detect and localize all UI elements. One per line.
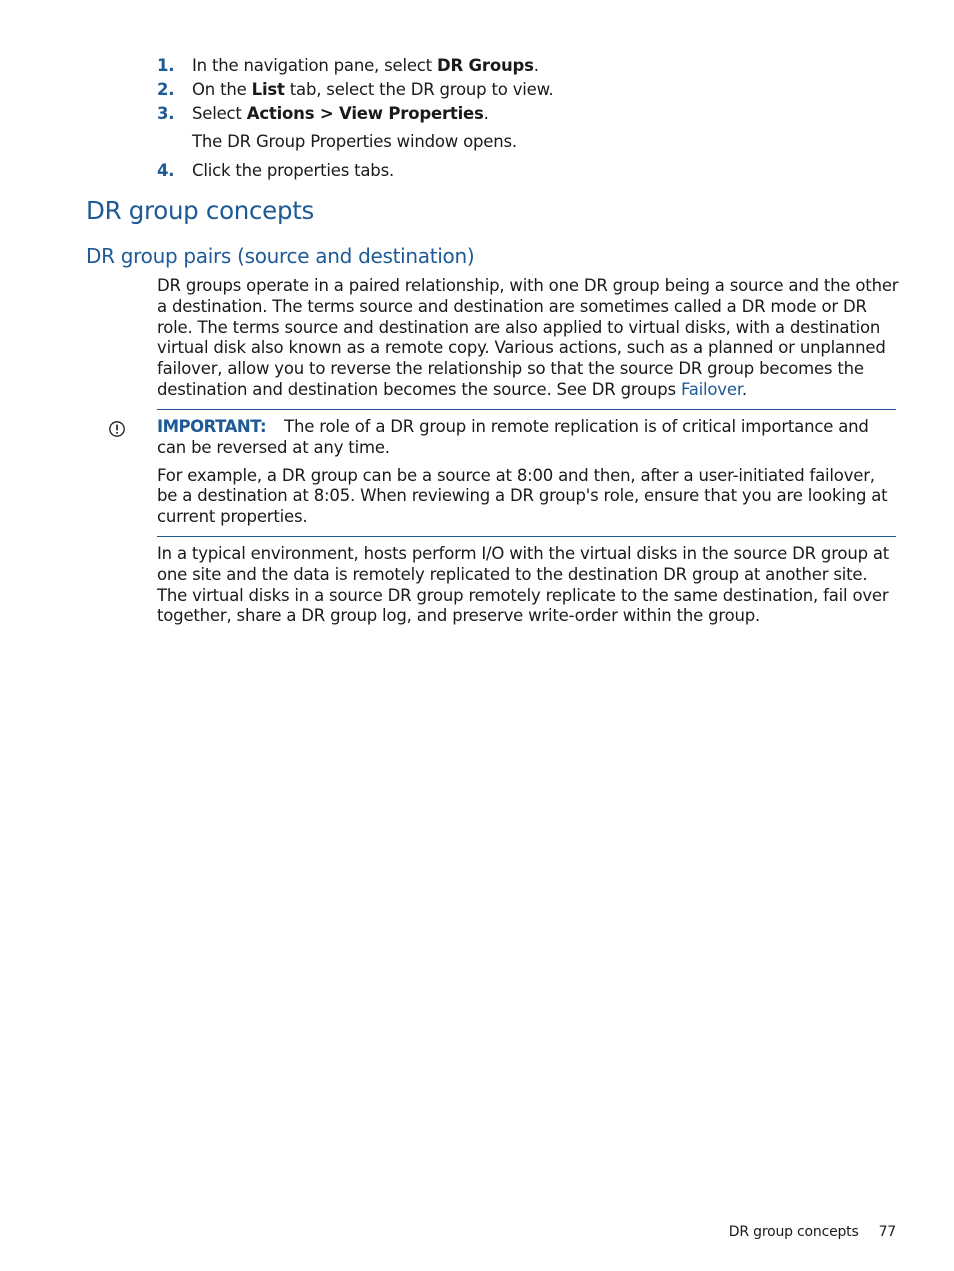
step-number: 4. xyxy=(157,161,175,180)
important-text: The role of a DR group in remote replication is of critical importance and can be reversed at any time. xyxy=(157,417,869,457)
ui-term: DR Groups xyxy=(437,56,534,75)
paragraph-intro xyxy=(157,276,899,401)
step-number: 3. xyxy=(157,104,175,123)
failover-link[interactable]: Failover xyxy=(680,379,742,399)
important-icon xyxy=(108,420,126,438)
step-text-end: . xyxy=(483,104,489,123)
step-text: Click the properties tabs. xyxy=(192,161,395,180)
step-text: On the xyxy=(192,80,252,99)
page-footer xyxy=(729,1223,896,1241)
procedure-steps xyxy=(157,55,897,184)
step-1 xyxy=(157,55,897,79)
important-line xyxy=(157,417,896,459)
section-heading: DR group concepts xyxy=(86,196,314,225)
important-callout xyxy=(157,409,896,537)
important-label: IMPORTANT: xyxy=(157,417,267,436)
step-number: 1. xyxy=(157,56,175,75)
step-text-end: tab, select the DR group to view. xyxy=(284,80,554,99)
paragraph-text: DR groups operate in a paired relationship, with one DR group being a source and the other a destination. The terms source and destination are sometimes called a DR mode or DR role. The terms source and destination are also applied to virtual disks, with a destination virtual disk also known as a remote copy. Various actions, such as a planned or unplanned failover, allow you to reverse the relationship so that the source DR group becomes the destination and destination becomes the source. See DR groups xyxy=(157,276,899,399)
page-number: 77 xyxy=(878,1224,896,1240)
step-text: In the navigation pane, select xyxy=(192,56,437,75)
step-3 xyxy=(157,103,897,127)
step-number: 2. xyxy=(157,80,175,99)
step-text: Select xyxy=(192,104,247,123)
paragraph-environment: In a typical environment, hosts perform I/O with the virtual disks in the source DR group at one site and the data is remotely replicated to the destination DR group at another site. The virtual disks in a source DR group remotely replicate to the same destination, fail over together, share a DR group log, and preserve write-order within the group. xyxy=(157,544,890,626)
ui-term: List xyxy=(251,80,285,99)
subsection-heading: DR group pairs (source and destination) xyxy=(86,244,475,268)
important-example: For example, a DR group can be a source at 8:00 and then, after a user-initiated failover, be a destination at 8:05. When reviewing a DR group's role, ensure that you are looking at current properties. xyxy=(157,465,888,527)
footer-section: DR group concepts xyxy=(728,1224,859,1240)
paragraph-end: . xyxy=(741,379,747,399)
step-text-end: . xyxy=(533,56,539,75)
step-4 xyxy=(157,160,897,184)
step-3-note: The DR Group Properties window opens. xyxy=(192,132,517,151)
step-2 xyxy=(157,79,897,103)
ui-term: Actions > View Properties xyxy=(246,104,484,123)
